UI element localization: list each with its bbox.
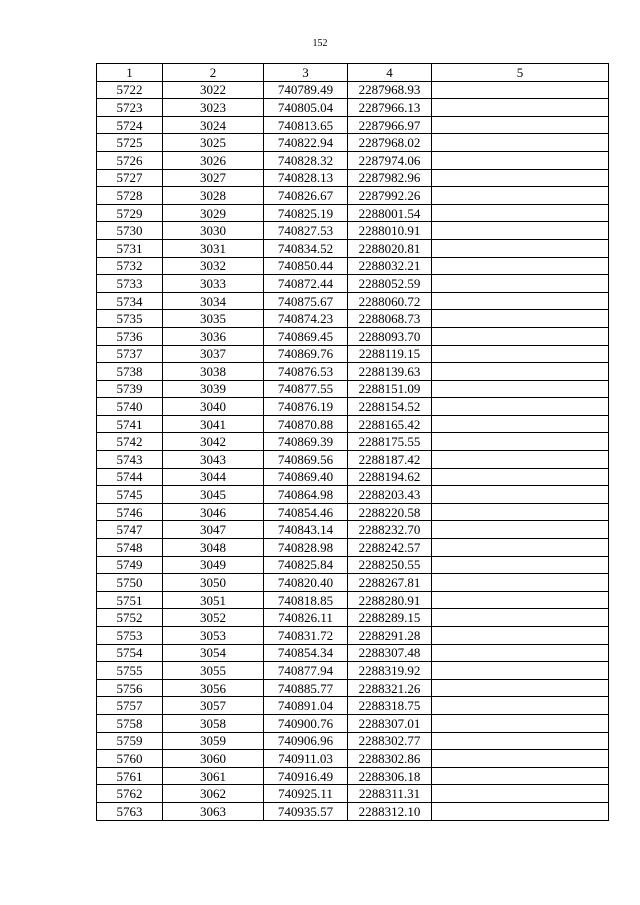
table-row [97, 239, 609, 257]
table-cell: 5735 [97, 310, 163, 328]
table-cell: 2287982.96 [348, 169, 432, 187]
table-cell: 740891.04 [264, 697, 348, 715]
table-cell: 5747 [97, 521, 163, 539]
column-header: 5 [432, 64, 609, 82]
table-cell: 740828.13 [264, 169, 348, 187]
table-row [97, 275, 609, 293]
table-row [97, 662, 609, 680]
table-cell: 3062 [163, 785, 264, 803]
table-cell: 2288318.75 [348, 697, 432, 715]
table-cell: 740869.76 [264, 345, 348, 363]
table-row [97, 644, 609, 662]
table-cell: 5733 [97, 275, 163, 293]
table-row [97, 204, 609, 222]
table-cell: 2288302.77 [348, 732, 432, 750]
table-cell: 3036 [163, 327, 264, 345]
table-cell: 3051 [163, 591, 264, 609]
table-row [97, 785, 609, 803]
table-row [97, 802, 609, 820]
table-cell: 5729 [97, 204, 163, 222]
table-cell: 740818.85 [264, 591, 348, 609]
table-row [97, 679, 609, 697]
table-cell: 5744 [97, 468, 163, 486]
table-cell: 740876.53 [264, 363, 348, 381]
table-cell: 740850.44 [264, 257, 348, 275]
table-cell [432, 679, 609, 697]
table-row [97, 521, 609, 539]
table-cell [432, 486, 609, 504]
table-cell: 2288307.01 [348, 714, 432, 732]
table-cell: 3032 [163, 257, 264, 275]
table-cell: 2288312.10 [348, 802, 432, 820]
table-cell: 5741 [97, 415, 163, 433]
table-cell: 5761 [97, 767, 163, 785]
table-cell: 5742 [97, 433, 163, 451]
table-row [97, 732, 609, 750]
table-cell: 5743 [97, 451, 163, 469]
table-cell: 740906.96 [264, 732, 348, 750]
table-row [97, 116, 609, 134]
table-cell: 740834.52 [264, 239, 348, 257]
table-row [97, 398, 609, 416]
table-cell: 5748 [97, 539, 163, 557]
table-cell: 5725 [97, 134, 163, 152]
table-cell: 3049 [163, 556, 264, 574]
table-cell: 3054 [163, 644, 264, 662]
table-cell: 740925.11 [264, 785, 348, 803]
table-cell: 2288319.92 [348, 662, 432, 680]
table-row [97, 415, 609, 433]
table-cell: 2288151.09 [348, 380, 432, 398]
table-cell: 2287974.06 [348, 151, 432, 169]
table-cell [432, 151, 609, 169]
table-cell: 3028 [163, 187, 264, 205]
table-cell: 740911.03 [264, 750, 348, 768]
table-cell: 740813.65 [264, 116, 348, 134]
table-cell: 740870.88 [264, 415, 348, 433]
table-cell [432, 697, 609, 715]
table-cell: 740854.46 [264, 503, 348, 521]
table-cell [432, 644, 609, 662]
table-cell: 3023 [163, 99, 264, 117]
table-cell: 740869.40 [264, 468, 348, 486]
table-cell: 3056 [163, 679, 264, 697]
table-cell: 3024 [163, 116, 264, 134]
table-cell [432, 204, 609, 222]
table-cell: 2288194.62 [348, 468, 432, 486]
table-row [97, 169, 609, 187]
table-row [97, 363, 609, 381]
table-cell: 2288289.15 [348, 609, 432, 627]
table-cell [432, 714, 609, 732]
table-cell: 2288060.72 [348, 292, 432, 310]
table-cell: 5759 [97, 732, 163, 750]
table-row [97, 767, 609, 785]
table-cell: 740874.23 [264, 310, 348, 328]
table-cell: 3041 [163, 415, 264, 433]
table-cell [432, 468, 609, 486]
table-cell: 3060 [163, 750, 264, 768]
table-cell: 3048 [163, 539, 264, 557]
table-row [97, 539, 609, 557]
table-cell: 3038 [163, 363, 264, 381]
table-row [97, 468, 609, 486]
table-row [97, 714, 609, 732]
table-cell: 2288032.21 [348, 257, 432, 275]
table-cell: 3061 [163, 767, 264, 785]
table-cell [432, 767, 609, 785]
table-cell [432, 591, 609, 609]
table-cell: 3037 [163, 345, 264, 363]
table-cell [432, 398, 609, 416]
table-cell: 5726 [97, 151, 163, 169]
table-cell [432, 169, 609, 187]
table-cell: 740805.04 [264, 99, 348, 117]
table-row [97, 486, 609, 504]
table-cell: 3045 [163, 486, 264, 504]
table-cell: 3059 [163, 732, 264, 750]
table-cell: 5755 [97, 662, 163, 680]
table-cell: 5730 [97, 222, 163, 240]
table-cell: 3034 [163, 292, 264, 310]
table-cell: 5752 [97, 609, 163, 627]
table-cell: 3030 [163, 222, 264, 240]
table-cell: 2288311.31 [348, 785, 432, 803]
table-row [97, 503, 609, 521]
table-cell: 3046 [163, 503, 264, 521]
table-cell: 2288010.91 [348, 222, 432, 240]
table-cell: 2288139.63 [348, 363, 432, 381]
table-cell: 5734 [97, 292, 163, 310]
table-header-row [97, 64, 609, 82]
table-cell: 740828.32 [264, 151, 348, 169]
table-row [97, 345, 609, 363]
table-cell: 3044 [163, 468, 264, 486]
table-cell: 5727 [97, 169, 163, 187]
table-cell: 5722 [97, 81, 163, 99]
table-cell: 3039 [163, 380, 264, 398]
table-cell: 5760 [97, 750, 163, 768]
table-cell [432, 415, 609, 433]
table-cell: 5738 [97, 363, 163, 381]
table-cell: 740935.57 [264, 802, 348, 820]
column-header: 2 [163, 64, 264, 82]
table-cell: 740877.94 [264, 662, 348, 680]
table-cell [432, 785, 609, 803]
table-cell: 740876.19 [264, 398, 348, 416]
table-cell: 5731 [97, 239, 163, 257]
table-cell [432, 556, 609, 574]
table-cell: 5758 [97, 714, 163, 732]
table-cell: 2287968.93 [348, 81, 432, 99]
table-cell: 5763 [97, 802, 163, 820]
table-cell: 740864.98 [264, 486, 348, 504]
table-cell [432, 292, 609, 310]
table-cell: 740827.53 [264, 222, 348, 240]
table-cell: 2288220.58 [348, 503, 432, 521]
column-header: 4 [348, 64, 432, 82]
table-cell [432, 802, 609, 820]
table-cell: 5753 [97, 627, 163, 645]
table-cell: 740900.76 [264, 714, 348, 732]
table-cell: 3026 [163, 151, 264, 169]
column-header: 3 [264, 64, 348, 82]
table-cell [432, 574, 609, 592]
table-cell: 3033 [163, 275, 264, 293]
table-cell: 3025 [163, 134, 264, 152]
table-cell: 2288068.73 [348, 310, 432, 328]
table-cell: 2287968.02 [348, 134, 432, 152]
table-cell: 3027 [163, 169, 264, 187]
table-cell: 740916.49 [264, 767, 348, 785]
table-row [97, 556, 609, 574]
table-row [97, 310, 609, 328]
table-cell: 2288052.59 [348, 275, 432, 293]
table-cell: 2288020.81 [348, 239, 432, 257]
table-cell: 2288232.70 [348, 521, 432, 539]
table-cell: 5750 [97, 574, 163, 592]
page-number: 152 [312, 38, 328, 49]
table-cell: 740843.14 [264, 521, 348, 539]
table-cell [432, 116, 609, 134]
table-cell: 5751 [97, 591, 163, 609]
table-cell: 2288119.15 [348, 345, 432, 363]
table-cell [432, 239, 609, 257]
table-cell: 2288093.70 [348, 327, 432, 345]
table-cell: 740826.67 [264, 187, 348, 205]
table-row [97, 697, 609, 715]
table-row [97, 591, 609, 609]
table-cell: 3063 [163, 802, 264, 820]
table-cell: 5754 [97, 644, 163, 662]
table-cell [432, 609, 609, 627]
table-cell: 3050 [163, 574, 264, 592]
table-cell: 2288306.18 [348, 767, 432, 785]
table-cell [432, 81, 609, 99]
table-cell: 2288154.52 [348, 398, 432, 416]
table-cell: 2288291.28 [348, 627, 432, 645]
table-cell: 740885.77 [264, 679, 348, 697]
table-row [97, 187, 609, 205]
table-cell [432, 451, 609, 469]
table-cell: 5749 [97, 556, 163, 574]
table-cell: 2288250.55 [348, 556, 432, 574]
table-cell: 2288187.42 [348, 451, 432, 469]
coordinates-table [96, 63, 609, 821]
table-row [97, 380, 609, 398]
table-cell: 740869.39 [264, 433, 348, 451]
table-cell: 2288321.26 [348, 679, 432, 697]
table-cell [432, 503, 609, 521]
table-cell: 5746 [97, 503, 163, 521]
table-cell: 3042 [163, 433, 264, 451]
table-cell: 3058 [163, 714, 264, 732]
table-row [97, 609, 609, 627]
table-row [97, 99, 609, 117]
table-cell: 2288280.91 [348, 591, 432, 609]
table-row [97, 574, 609, 592]
table-cell: 3031 [163, 239, 264, 257]
table-cell: 5762 [97, 785, 163, 803]
table-cell: 5740 [97, 398, 163, 416]
table-cell: 740826.11 [264, 609, 348, 627]
table-cell: 740825.84 [264, 556, 348, 574]
table-cell: 740869.56 [264, 451, 348, 469]
table-row [97, 81, 609, 99]
table-cell [432, 327, 609, 345]
table-cell [432, 380, 609, 398]
table-cell: 2288203.43 [348, 486, 432, 504]
table-cell [432, 363, 609, 381]
table-cell: 3055 [163, 662, 264, 680]
table-cell [432, 134, 609, 152]
table-cell: 5739 [97, 380, 163, 398]
table-cell: 740872.44 [264, 275, 348, 293]
table-cell [432, 222, 609, 240]
table-row [97, 750, 609, 768]
table-row [97, 222, 609, 240]
table-cell: 2288165.42 [348, 415, 432, 433]
table-cell [432, 521, 609, 539]
table-cell: 2288307.48 [348, 644, 432, 662]
table-cell: 2288175.55 [348, 433, 432, 451]
table-cell [432, 627, 609, 645]
table-cell: 3057 [163, 697, 264, 715]
table-cell [432, 187, 609, 205]
table-cell: 5732 [97, 257, 163, 275]
table-cell: 5756 [97, 679, 163, 697]
table-cell: 5724 [97, 116, 163, 134]
table-cell: 740869.45 [264, 327, 348, 345]
table-cell: 3043 [163, 451, 264, 469]
table-row [97, 134, 609, 152]
table-cell [432, 539, 609, 557]
table-cell: 5745 [97, 486, 163, 504]
table-cell [432, 662, 609, 680]
table-cell: 740877.55 [264, 380, 348, 398]
table-row [97, 433, 609, 451]
table-cell [432, 310, 609, 328]
table-cell: 740828.98 [264, 539, 348, 557]
table-cell: 3053 [163, 627, 264, 645]
table-cell [432, 275, 609, 293]
table-cell [432, 750, 609, 768]
table-cell: 740789.49 [264, 81, 348, 99]
table-cell: 2287966.13 [348, 99, 432, 117]
table-cell [432, 732, 609, 750]
table-cell: 740854.34 [264, 644, 348, 662]
table-cell: 740822.94 [264, 134, 348, 152]
table-body [97, 81, 609, 820]
table-cell: 2288242.57 [348, 539, 432, 557]
table-cell: 3035 [163, 310, 264, 328]
table-cell: 5737 [97, 345, 163, 363]
table-row [97, 327, 609, 345]
table-cell: 2287992.26 [348, 187, 432, 205]
table-row [97, 627, 609, 645]
table-cell [432, 345, 609, 363]
table-row [97, 451, 609, 469]
table-cell: 2288267.81 [348, 574, 432, 592]
table-cell: 5728 [97, 187, 163, 205]
table-row [97, 292, 609, 310]
table-cell: 740825.19 [264, 204, 348, 222]
table-cell: 740831.72 [264, 627, 348, 645]
table-cell [432, 433, 609, 451]
table-row [97, 151, 609, 169]
table-cell: 3052 [163, 609, 264, 627]
table-cell: 3047 [163, 521, 264, 539]
table-cell: 740875.67 [264, 292, 348, 310]
table-row [97, 257, 609, 275]
table-cell: 2288001.54 [348, 204, 432, 222]
table-cell: 2288302.86 [348, 750, 432, 768]
table-cell: 5723 [97, 99, 163, 117]
table-cell [432, 99, 609, 117]
table-cell: 2287966.97 [348, 116, 432, 134]
column-header: 1 [97, 64, 163, 82]
table-cell: 5736 [97, 327, 163, 345]
table-cell: 3040 [163, 398, 264, 416]
table-cell [432, 257, 609, 275]
table-cell: 740820.40 [264, 574, 348, 592]
table-cell: 3022 [163, 81, 264, 99]
table-cell: 3029 [163, 204, 264, 222]
table-cell: 5757 [97, 697, 163, 715]
